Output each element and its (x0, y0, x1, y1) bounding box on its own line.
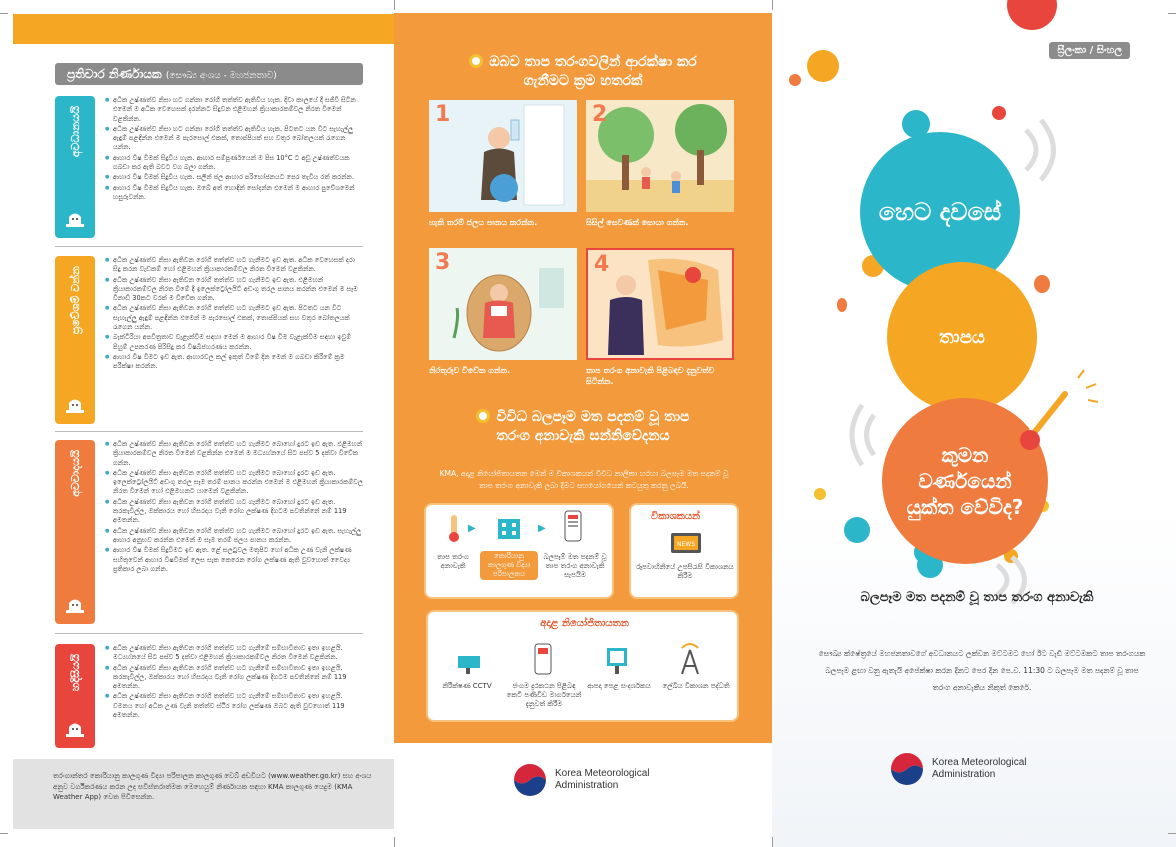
list-item: ● ආහාර විෂ වීමට ඉඩ ඇත. ආහාරවල කල් ඉකුත් වීමේ දින මෙන් ම ගබඩා කිරීමේ ක්‍රම පරීක්ෂා කරන්න. (105, 353, 363, 372)
decor-dot (1007, 0, 1057, 30)
agencies-box (426, 610, 739, 722)
cover-subtitle: බලපෑම මත පදනම් වූ තාප තරංග අනාවැකි (860, 590, 1094, 605)
list-item: ● අධික උෂ්ණත්ව නිසා ඇතිවන රෝගී තත්ත්ව හට ගැනීමේ සම්භාවිතාව ඉතා ඉහළයි. වමනය හෝ අධික උණ වැනි තත්ත්ව ස්ථිර රෝග ලක්ෂණ ඔබට ඇති වුවහොත් 119 අමතන්න. (105, 692, 363, 720)
agency-item: ජංගම දුරකථන පිළිබඳ කෙටි පණිවිඩ මාර්ගයෙන් දැනුවත් කිරීම (506, 682, 582, 708)
list-item: ● ආහාර විෂ වීමක් සිදුවිය හැක. ඔබේ අත් හොඳින් සෝදන්න එමෙන් ම ආහාර පුවේශමෙන් හසුරුවන්න. (105, 184, 363, 203)
cctv-icon (452, 652, 486, 676)
crop-mark (772, 0, 773, 10)
decor-dot (789, 74, 801, 86)
middle-panel (394, 13, 772, 743)
flow-item-kma (480, 551, 538, 580)
wave-icon (1016, 110, 1076, 190)
tips-title-line2: ගැනීමට ක්‍රම හතරක් (523, 73, 643, 89)
level-caution (55, 256, 363, 426)
broadcaster-caption: රූපවාහිනියේ උපසිරැසි විකාශනය කිරීම (636, 563, 734, 580)
wave-icon (844, 400, 884, 470)
decor-dot (844, 517, 870, 543)
communication-title (394, 408, 772, 446)
agencies-title: අදාළ නියෝජිතායතන (540, 618, 629, 629)
circle-tomorrow-text: හෙට දවසේ (878, 198, 1002, 226)
list-item: ● බැක්ටීරියා අපවිත්‍රතාව වැළැක්වීම සඳහා මෙන් ම ආහාර විෂ වීම වැළැක්වීම සඳහා ඉවුම් පිහුම් උපකරණ පිරිසිදු කර විෂබීජහරණය කරන්න. (105, 333, 363, 352)
decor-dot (837, 298, 847, 312)
level-tab-warning (55, 440, 95, 624)
language-badge: ස්‍රීලංකා / සිංහල (1049, 42, 1130, 59)
logo-line2: Administration (555, 780, 619, 791)
cover-description: සෞඛ්‍ය ක්ෂේත්‍රයේ මහජනතාවගේ අවධානයට ලක්වන මට්ටමට හෝ ඊට වැඩි මට්ටමකට තාප තරංගයක බලපෑම ළඟා වනු ඇතැයි අපේක්ෂා කරන දිනට පෙර දින පෙ.ව. 11:30 ට බලපෑම මත පදනම් වූ තාප තරංග අනාවැකිය නිකුත් කෙරේ. (818, 649, 1146, 692)
crop-mark (0, 13, 8, 14)
kma-pill: කොරියානු කාලගුණ විද්‍යා පරිපාලනය (480, 551, 538, 580)
arrow-icon: ▶ (468, 523, 476, 534)
agency-item: ලේඛිය විකාශන පද්ධති (662, 682, 730, 690)
shade-park-illustration (586, 100, 734, 212)
crop-mark (394, 837, 395, 847)
kma-logo-middle (513, 763, 650, 797)
list-item: ● ආහාර විෂ වීමක් සිදුවිය හැක. ආහාර සම්පූර්ණයෙන් ම පිස 10°C ට අඩු උෂ්ණත්වයක ගබඩා කර ඇති බවට වග බලා ගන්න. (105, 154, 363, 173)
tip-number: 1 (435, 102, 451, 127)
kma-emblem-icon (890, 752, 924, 786)
broadcast-tower-icon (676, 642, 704, 676)
communication-title-line2: තරංග අනාවැකි සන්නිවේදනය (496, 428, 670, 444)
tip-caption: නිරතුරුව විවේක ගන්න. (429, 366, 511, 375)
tip-number: 4 (594, 252, 610, 277)
list-item: ● අධික උෂ්ණත්ව නිසා ඇතිවන රෝගී තත්ත්ව හට ගැනීමට බොහෝ දුරට ඉඩ ඇත. කරකැවිල්ල, ඔක්කාරය හෝ හිසරදය වැනි රෝග ලක්ෂණ දිගටම පවතින්නේ නම් 119 අමතන්න. (105, 498, 363, 526)
tip-card-1 (429, 100, 577, 228)
logo-line1: Korea Meteorological (555, 768, 650, 779)
level-attention (55, 96, 363, 242)
list-item: ● අධික උෂ්ණත්ව නිසා ඇතිවන රෝගී තත්ත්ව හට ගැනීමට බොහෝ දුරට ඉඩ ඇත. එළිමහන් ක්‍රියාකාරකම්වල නිරත වීමෙන් වළකින්න එමෙන් ම මධ්‍යහ්නයේ සිට පස්ව 5 දක්වා විවේක ගන්න. (105, 440, 363, 468)
right-panel (772, 0, 1176, 847)
level-warning (55, 440, 363, 626)
circle-heat (887, 262, 1037, 412)
list-item: ● අධික උෂ්ණත්ව නිසා ඇතිවන රෝගී තත්ත්ව හට ගැනීමට බොහෝ දුරට ඉඩ ඇත. ඉලෙක්ට්‍රෝලයිට් අඩංගු තරල සෑම තරම් පානය කරන්න එමෙන් ම එළිමහන් ක්‍රියාකාරකම්වල නිරත වීමෙන් හෝ එළිමහනට යාමෙන් වළකින්න. (105, 469, 363, 497)
footnote-text: තරංගාන්තර කොරියානු කාලගුණ විද්‍යා පරිපාලන කාලගුණ වෙබ් අඩවියට (www.weather.go.kr) සහ අංශය අනුව වර්ගීකරණය කරන ලද සවිස්තරාත්මක මෙහෙයුම් නිර්ණායක සඳහා KMA කාලගුණ යෙදුම (KMA Weather App) වෙත පිවිසෙන්න. (53, 772, 372, 801)
drinking-water-illustration (429, 100, 577, 212)
level-tab-emergency (55, 644, 95, 748)
logo-line1: Korea Meteorological (932, 757, 1027, 768)
decor-dot (992, 106, 1006, 120)
tip-number: 3 (435, 250, 451, 275)
criteria-heading (55, 63, 363, 85)
list-item: ● අධික උෂ්ණත්ව නිසා හට ගන්නා රෝගී තත්ත්ව ඇතිවිය හැක. පිටතට යන විට සැහැල්ලු ඇඳුම් පළඳින්න එමෙන් ම පැරසොල් එකක්, තොප්පියක් සහ වතුර බෝතලයක් රැගෙන යන්න. (105, 125, 363, 153)
tip-card-4 (586, 248, 734, 387)
list-item: ● අධික උෂ්ණත්ව නිසා ඇතිවන රෝගී තත්ත්ව හට ගැනීමට ඉඩ ඇත. එළිමහන් ක්‍රියාකාරකම්වල නිරත වීමේ දී ඉලෙක්ට්‍රෝලයිට් අඩංගු තරල පානය කරන්න එමෙන් ම සෑම විනාඩි 30කට වරක් ම විවේක ගන්න. (105, 276, 363, 304)
smartphone-icon (562, 509, 584, 543)
forecast-presenter-illustration (586, 248, 734, 360)
list-item: ● ආහාර විෂ වීමක් සිදුවීමට ඉඩ ඇත. ළේ සලටුවල මතුපිට හෝ අධික උණ වැනි ලක්ෂණ සහිතුවෙන් ආහාර විෂවීමක් ලෙස සැක කෙරෙන රෝග ලක්ෂණ ඇති වුවහොත් වෛද්‍ය ප්‍රතිකාර ලබා ගන්න. (105, 546, 363, 574)
agency-item: නිරීක්ෂණ CCTV (442, 682, 492, 690)
level-label: හදිසියයි (68, 654, 82, 692)
level-emergency (55, 644, 363, 750)
resting-illustration (429, 248, 577, 360)
tip-card-3 (429, 248, 577, 376)
level-label: අවවාදයයි (68, 450, 82, 497)
list-item: ● අධික උෂ්ණත්ව නිසා ඇතිවන රෝගී තත්ත්ව හට ගැනීමට ඉඩ ඇත. අධික වෙහෙසක් දරා සිදු කරන වැඩකම් හෝ එළිමහන් ක්‍රියාකාරකම්වල නිරත වීමෙන් වළකින්න. (105, 256, 363, 275)
mobile-message-icon (532, 642, 554, 676)
kma-emblem-icon (513, 763, 547, 797)
crop-mark (394, 0, 395, 10)
sun-bullet-icon (476, 409, 490, 423)
communication-text: KMA, අදාළ නියෝජිතායතන මෙන් ම විකාශකයන් විවිධ නාලිකා හරහා බලපෑම මත පදනම් වූ තාප තරංග අනාවැකි ලබා දීමට සහයෝගයෙන් කටයුතු කරනු ලබයි. (439, 469, 729, 490)
circle-color-question-text: කුමන වර්ණයෙන් යුක්ත වේවිද? (906, 443, 1024, 519)
broadcaster-box (629, 503, 739, 599)
display-board-icon (604, 646, 630, 676)
list-item: ● අධික උෂ්ණත්ව නිසා ඇතිවන රෝගී තත්ත්ව හට ගැනීමට ඉඩ ඇත. පිටතට යන විට සැහැල්ලු ඇඳුම් පළඳින්න එමෙන් ම පැරසොල් එකක්, තොප්පියක් සහ වතුර බෝතලයක් රැගෙන යන්න. (105, 304, 363, 332)
crop-mark (1168, 13, 1176, 14)
tip-caption: තාප තරංග අනාවැකි පිළිබඳව දැනුවත්ව සිටින්න. (586, 366, 715, 386)
level-label: අවධානයයි (68, 106, 82, 158)
kma-flow-box (424, 503, 614, 599)
arrow-icon: ▶ (538, 523, 546, 534)
divider (55, 633, 363, 634)
divider (55, 246, 363, 247)
building-icon (494, 513, 524, 541)
agency-item: ආපදා පෙළ සංදර්ශකය (587, 682, 651, 690)
top-accent-bar (13, 14, 394, 44)
list-item: ● අධික උෂ්ණත්ව නිසා ඇතිවන රෝගී තත්ත්ව හට ගැනීමේ සම්භාවිතාව ඉතා ඉහළයි. කරකැවිල්ල, ඔක්කාරය හෝ හිසරදය වැනි රෝග ලක්ෂණ දිගටම පවතින්නේ නම් 119 අමතන්න. (105, 664, 363, 692)
decor-dot (1034, 275, 1050, 293)
tip-number: 2 (592, 102, 608, 127)
list-item: ● අධික උෂ්ණත්ව නිසා හට ගන්නා රෝගී තත්ත්ව ඇතිවිය හැක. දිවා කාලයේ දී සජීවී සිටින එමෙන් ම අධික වෙහෙසක් දරන්නට සිදුවන එළිමහන් ක්‍රියාකාරකම්වල නිරත වීමෙන් වළකින්න. (105, 96, 363, 124)
tip-caption: සිසිල් සෙවණක් සොයා ගන්න. (586, 218, 689, 227)
tv-news-icon (669, 529, 703, 557)
level-label: ප්‍රවේශම් වන්න (68, 266, 82, 335)
flow-item-forecast: තාප තරංග අනාවැකි (437, 553, 469, 570)
tip-caption: හැකි තරම් ජලය පානය කරන්න. (429, 218, 538, 227)
criteria-heading-sub: (සෞඛ්‍ය අංශය - මහජනතාව) (165, 71, 277, 81)
tips-title (394, 53, 772, 91)
tips-title-line1: ඔබව තාප තරංගවලින් ආරක්ෂා කර (489, 54, 697, 70)
list-item: ● ආහාර විෂ වීමක් සිදුවිය හැක. සලින් ජල ආහාර පරිභෝජනයට පෙර තැවිය රත් කරන්න. (105, 173, 363, 182)
decor-dot (814, 488, 826, 500)
siren-icon (63, 208, 87, 228)
divider (55, 431, 363, 432)
tv-news-text: NEWS (677, 541, 696, 548)
flow-item-provide: බලපෑම් මත පදනම් වූ තාප තරංග අනාවැකි සැපයීම (543, 553, 607, 579)
siren-icon (63, 594, 87, 614)
criteria-heading-title: ප්‍රතිචාර නිර්ණායක (67, 67, 162, 81)
left-panel (0, 0, 394, 847)
decor-dot (807, 50, 839, 82)
list-item: ● අධික උෂ්ණත්ව නිසා ඇතිවන රෝගී තත්ත්ව හට ගැනීමට බොහෝ දුරට ඉඩ ඇත. සැහැල්ලු ආහාර අනුභව කරන්න එමෙන් ම සෑම තරම් ජලය පානය කරන්න. (105, 527, 363, 546)
sun-bullet-icon (469, 54, 483, 68)
crop-mark (772, 837, 773, 847)
thermometer-icon (444, 513, 464, 543)
thermometer-icon (1020, 368, 1100, 458)
logo-line2: Administration (932, 769, 996, 780)
footnote-box (13, 759, 394, 829)
kma-logo-right (890, 752, 1027, 786)
broadcaster-title: විකාශකයන් (651, 511, 701, 522)
level-tab-attention (55, 96, 95, 238)
siren-icon (63, 718, 87, 738)
crop-mark (0, 833, 8, 834)
communication-title-line1: විවිධ බලපෑම මත පදනම් වූ තාප (496, 409, 690, 425)
level-tab-caution (55, 256, 95, 424)
tip-card-2 (586, 100, 734, 228)
siren-icon (63, 394, 87, 414)
list-item: ● අධික උෂ්ණත්ව නිසා ඇතිවන රෝගී තත්ත්ව හට ගැනීමේ සම්භාවිතාව ඉතා ඉහළයි. මධ්‍යහ්නයේ සිට පස්ව 5 දක්වා එළිමහන් ක්‍රියාකාරකම්වල නිරත වීමෙන් වළකින්න. (105, 644, 363, 663)
circle-heat-text: තාපය (939, 326, 985, 348)
crop-mark (1168, 833, 1176, 834)
